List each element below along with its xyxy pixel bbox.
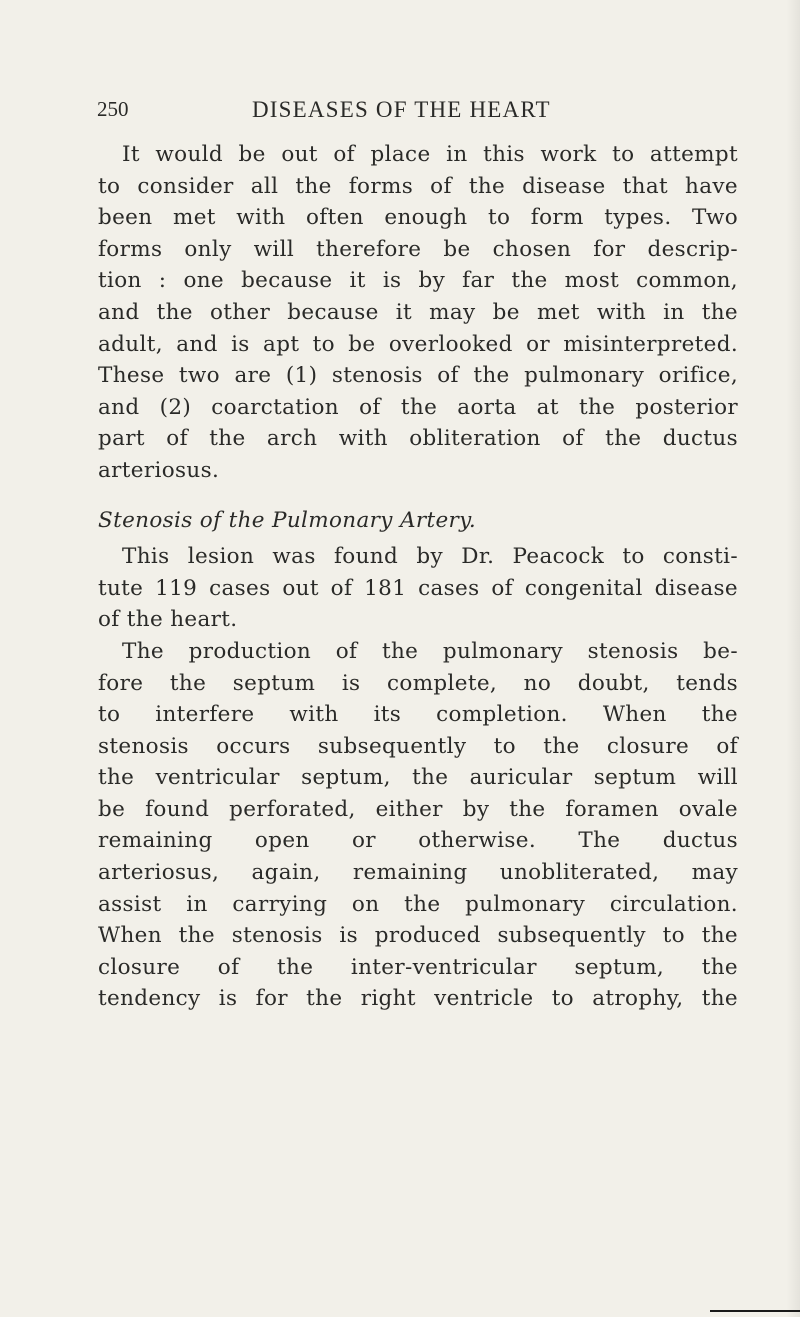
- text-line: These two are (1) stenosis of the pulmonary orifice,: [98, 363, 738, 389]
- running-title: DISEASES OF THE HEART: [252, 97, 551, 122]
- text-line: of the heart.: [98, 607, 238, 633]
- text-line: fore the septum is complete, no doubt, tends: [98, 670, 738, 696]
- paragraph: [98, 139, 738, 487]
- text-line: part of the arch with obliteration of the ductus: [98, 426, 738, 452]
- page-edge-shadow: [786, 0, 800, 1317]
- text-line: stenosis occurs subsequently to the closure of: [98, 733, 738, 759]
- text-line: to consider all the forms of the disease that have: [98, 173, 738, 199]
- text-line: The production of the pulmonary stenosis be-: [122, 638, 738, 664]
- text-line: and the other because it may be met with in the: [98, 299, 738, 325]
- text-line: been met with often enough to form types. Two: [98, 205, 738, 231]
- text-line: This lesion was found by Dr. Peacock to consti-: [122, 544, 738, 570]
- body-text: [98, 139, 738, 1015]
- bottom-edge-rule: [710, 1310, 800, 1312]
- text-line: and (2) coarctation of the aorta at the posterior: [98, 394, 738, 420]
- text-line: assist in carrying on the pulmonary circulation.: [98, 891, 738, 917]
- text-line: adult, and is apt to be overlooked or misinterpreted.: [98, 331, 738, 357]
- text-line: closure of the inter-ventricular septum, the: [98, 954, 738, 980]
- text-line: the ventricular septum, the auricular septum will: [98, 765, 738, 791]
- text-line: When the stenosis is produced subsequently to the: [98, 923, 738, 949]
- text-line: tion : one because it is by far the most common,: [98, 268, 738, 294]
- text-line: forms only will therefore be chosen for descrip-: [98, 236, 738, 262]
- text-line: arteriosus.: [98, 457, 220, 483]
- text-line: tendency is for the right ventricle to atrophy, the: [98, 986, 738, 1012]
- page-number: 250: [97, 97, 129, 121]
- section-heading: Stenosis of the Pulmonary Artery.: [98, 507, 477, 533]
- running-head: [97, 97, 737, 129]
- text-line: be found perforated, either by the foramen ovale: [98, 796, 738, 822]
- text-line: remaining open or otherwise. The ductus: [98, 828, 738, 854]
- text-line: tute 119 cases out of 181 cases of congenital disease: [98, 575, 738, 601]
- text-line: It would be out of place in this work to attempt: [122, 142, 738, 167]
- paragraph: [98, 541, 738, 636]
- paragraph: [98, 636, 738, 1015]
- text-line: arteriosus, again, remaining unobliterated, may: [98, 860, 738, 886]
- text-line: to interfere with its completion. When the: [98, 702, 738, 728]
